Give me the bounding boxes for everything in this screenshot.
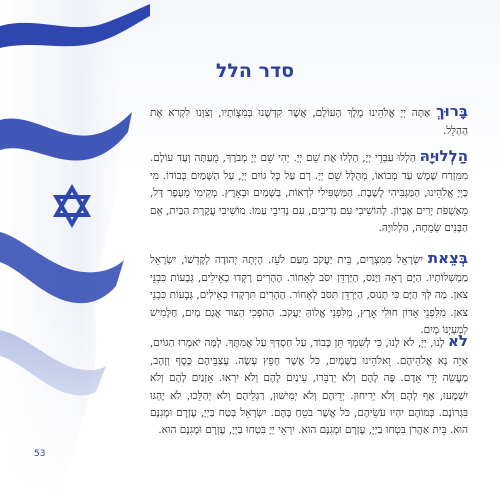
- paragraph-text: יִשְׂרָאֵל מִמִּצְרָיִם, בֵּית יַעֲקֹב מֵעַם לֹעֵז. הָיְתָה יְהוּדָה לְקָדְשׁוֹ, יִשְׂרָאֵל מַמְשְׁלוֹתָיו. הַיָּם רָאָה וַיָּנֹס, הַיַּרְדֵּן יִסֹּב לְאָחוֹר. הֶהָרִים רָקְדוּ כְאֵילִים, גְּבָעוֹת כִּבְנֵי צֹאן. מַה לְּךָ הַיָּם כִּי תָנוּס, הַיַּרְדֵּן תִּסֹּב לְאָחוֹר. הֶהָרִים תִּרְקְדוּ כְאֵילִים, גְּבָעוֹת כִּבְנֵי צֹאן. מִלִּפְנֵי אָדוֹן חוּלִי אָרֶץ, מִלִּפְנֵי אֱלוֹהַּ יַעֲקֹב. הַהֹפְכִי הַצּוּר אֲגַם מָיִם, חַלָּמִישׁ לְמַעְיְנוֹ מָיִם.: [150, 254, 468, 337]
- paragraph-text: הַלְלוּ עַבְדֵי יְיָ, הַלְלוּ אֶת שֵׁם יְיָ. יְהִי שֵׁם יְיָ מְבֹרָךְ, מֵעַתָּה וְעַד עוֹלָם. מִמִּזְרַח שֶׁמֶשׁ עַד מְבוֹאוֹ, מְהֻלָּל שֵׁם יְיָ. רָם עַל כָּל גּוֹיִם יְיָ, עַל הַשָּׁמַיִם כְּבוֹדוֹ. מִי כַּיְיָ אֱלֹהֵינוּ, הַמַּגְבִּיהִי לָשָׁבֶת. הַמַּשְׁפִּילִי לִרְאוֹת, בַּשָּׁמַיִם וּבָאָרֶץ. מְקִימִי מֵעָפָר דָּל, מֵאַשְׁפֹּת יָרִים אֶבְיוֹן. לְהוֹשִׁיבִי עִם נְדִיבִים, עִם נְדִיבֵי עַמּוֹ. מוֹשִׁיבִי עֲקֶרֶת הַבַּיִת, אֵם הַבָּנִים שְׂמֵחָה, הַלְלוּיָהּ.: [150, 152, 468, 235]
- page-number: 53: [34, 449, 46, 459]
- paragraph-lead-word: לֹא: [447, 332, 468, 351]
- blessing-paragraph: [150, 103, 468, 140]
- page-title: סדר הלל: [215, 60, 295, 82]
- halleluyah-paragraph: [150, 148, 468, 237]
- betzet-paragraph: [150, 250, 468, 339]
- paragraph-lead-word: הַלְלוּיָהּ: [419, 147, 468, 166]
- israeli-flag-illustration: [0, 0, 170, 500]
- paragraph-lead-word: בָּרוּךְ: [436, 102, 468, 121]
- paragraph-lead-word: בְּצֵאת: [427, 249, 468, 268]
- paragraph-text: לָנוּ, יְיָ, לֹא לָנוּ, כִּי לְשִׁמְךָ תֵּן כָּבוֹד, עַל חַסְדְּךָ עַל אֲמִתֶּךָ. לָמָּה יֹאמְרוּ הַגּוֹיִם, אַיֵּה נָא אֱלֹהֵיהֶם. וֵאלֹהֵינוּ בַשָּׁמָיִם, כֹּל אֲשֶׁר חָפֵץ עָשָׂה. עֲצַבֵּיהֶם כֶּסֶף וְזָהָב, מַעֲשֵׂה יְדֵי אָדָם. פֶּה לָהֶם וְלֹא יְדַבֵּרוּ, עֵינַיִם לָהֶם וְלֹא יִרְאוּ. אָזְנַיִם לָהֶם וְלֹא יִשְׁמָעוּ, אַף לָהֶם וְלֹא יְרִיחוּן. יְדֵיהֶם וְלֹא יְמִישׁוּן, רַגְלֵיהֶם וְלֹא יְהַלֵּכוּ, לֹא יֶהְגּוּ בִּגְרוֹנָם. כְּמוֹהֶם יִהְיוּ עֹשֵׂיהֶם, כֹּל אֲשֶׁר בֹּטֵחַ בָּהֶם. יִשְׂרָאֵל בְּטַח בַּיְיָ, עֶזְרָם וּמָגִנָּם הוּא. בֵּית אַהֲרֹן בִּטְחוּ בַיְיָ, עֶזְרָם וּמָגִנָּם הוּא. יִרְאֵי יְיָ בִּטְחוּ בַיְיָ, עֶזְרָם וּמָגִנָּם הוּא.: [150, 337, 468, 437]
- paragraph-text: אַתָּה יְיָ אֱלֹהֵינוּ מֶלֶךְ הָעוֹלָם, אֲשֶׁר קִדְּשָׁנוּ בְּמִצְוֹתָיו, וְצִוָּנוּ לִקְרֹא אֶת הַהַלֵּל.: [150, 107, 468, 137]
- lo-lanu-paragraph: [150, 333, 468, 439]
